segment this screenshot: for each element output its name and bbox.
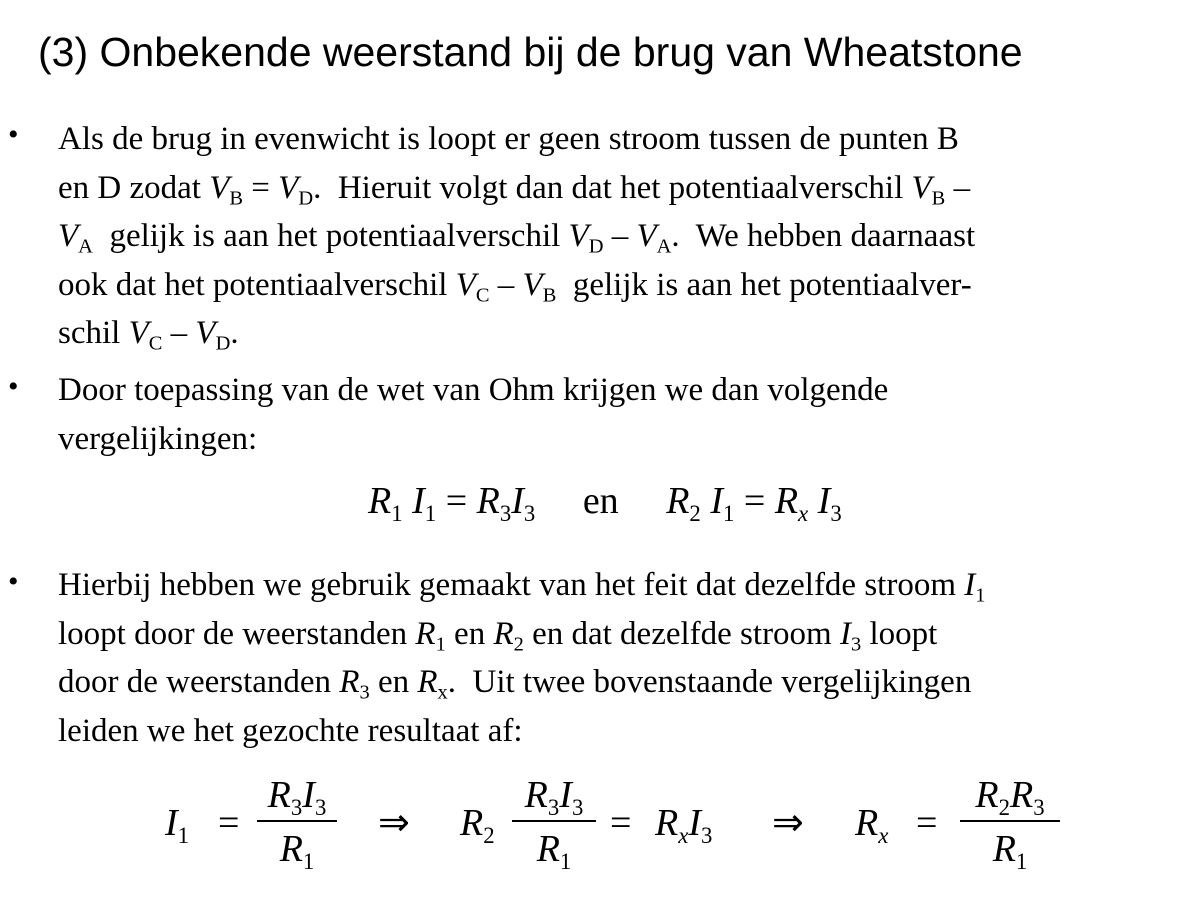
- line: en D zodat $V_B = V_D$. Hieruit volgt dan dat het potentiaalverschil $V_B$ –: [58, 169, 971, 210]
- line: ook dat het potentiaalverschil $V_C - V_B$ gelijk is aan het potentiaalver-: [58, 266, 972, 307]
- equals-sign: =: [916, 802, 938, 844]
- fraction-r3i3-over-r1: $R_3I_3$ $R_1$: [512, 772, 596, 872]
- r2-symbol: $R_2$: [460, 802, 495, 848]
- paragraph-2: [58, 366, 1198, 463]
- line: leiden we het gezochte resultaat af:: [58, 712, 523, 749]
- fraction-r2r3-over-r1: $R_2R_3$ $R_1$: [960, 772, 1060, 872]
- implies-arrow: ⇒: [378, 802, 410, 844]
- bullet-marker: •: [8, 370, 19, 403]
- line: door de weerstanden $R_3$ en $R_x$. Uit twee bovenstaande vergelijkingen: [58, 664, 972, 704]
- page-title: (3) Onbekende weerstand bij de brug van Wheatstone: [38, 29, 1023, 75]
- equals-sign: =: [218, 802, 240, 844]
- line: Als de brug in evenwicht is loopt er geen stroom tussen de punten B: [58, 121, 959, 157]
- bullet-marker: •: [8, 565, 19, 598]
- rx-symbol: $R_x$: [855, 802, 889, 848]
- rx-i3-product: $R_xI_3$: [655, 802, 713, 848]
- paragraph-3: [58, 561, 1198, 755]
- fraction-r3i3-over-r1: $R_3I_3$ $R_1$: [257, 772, 337, 872]
- line: Door toepassing van de wet van Ohm krijgen we dan volgende: [58, 372, 889, 408]
- line: schil $V_C - V_D$.: [58, 315, 239, 355]
- paragraph-1: [58, 115, 1198, 358]
- equals-sign: =: [610, 802, 632, 844]
- line: $V_A$ gelijk is aan het potentiaalverschil $V_D - V_A$. We hebben daarnaast: [58, 218, 976, 258]
- bullet-marker: •: [8, 118, 19, 151]
- ohm-equations: $R_1$ $I_1 = R_3I_3$ en $R_2$ $I_1 = R_x$ $I_3$: [368, 480, 842, 526]
- i1-symbol: $I_1$: [165, 802, 190, 848]
- implies-arrow: ⇒: [772, 802, 804, 844]
- line: loopt door de weerstanden $R_1$ en $R_2$ en dat dezelfde stroom $I_3$ loopt: [58, 615, 938, 656]
- line: Hierbij hebben we gebruik gemaakt van het feit dat dezelfde stroom $I_1$: [58, 567, 986, 607]
- line: vergelijkingen:: [58, 420, 258, 457]
